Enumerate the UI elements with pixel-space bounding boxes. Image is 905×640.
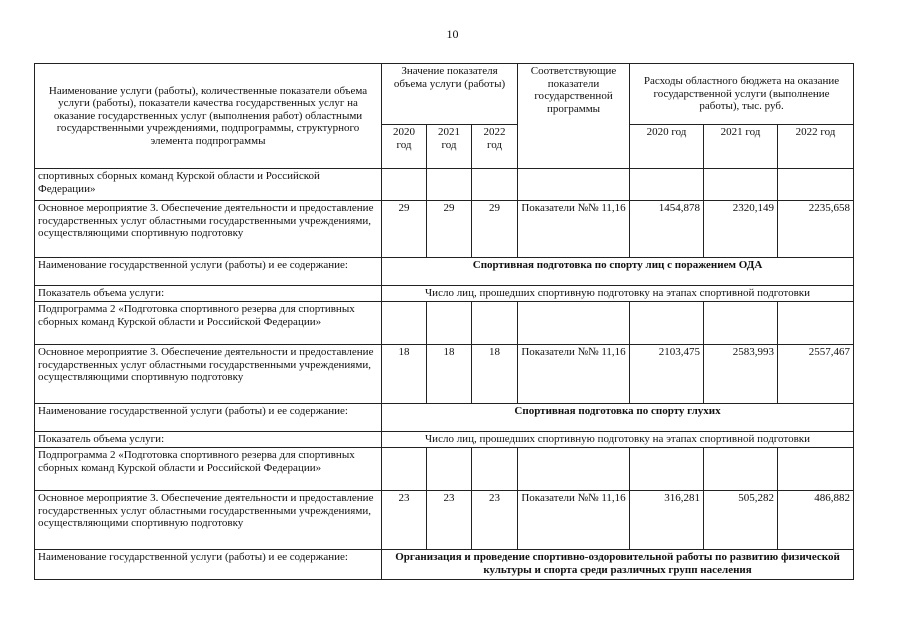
header-year-2022: 2022 год	[472, 125, 518, 169]
header-indicators-cell: Соответствующие показатели государственной программы	[518, 64, 630, 169]
row-name: Показатель объема услуги:	[35, 286, 382, 302]
row-name: Показатель объема услуги:	[35, 432, 382, 448]
row-name: Наименование государственной услуги (работы) и ее содержание:	[35, 550, 382, 580]
row-name: Наименование государственной услуги (работы) и ее содержание:	[35, 404, 382, 432]
expense-2022: 2235,658	[778, 201, 854, 258]
row-name: Наименование государственной услуги (работы) и ее содержание:	[35, 258, 382, 286]
expense-2022: 486,882	[778, 491, 854, 550]
header-year-2020: 2020 год	[382, 125, 427, 169]
value-2021: 29	[427, 201, 472, 258]
table-row	[35, 201, 854, 258]
table-row	[35, 302, 854, 345]
row-name: спортивных сборных команд Курской области и Российской Федерации»	[35, 169, 382, 201]
table-row	[35, 491, 854, 550]
value-2020: 18	[382, 345, 427, 404]
row-name: Подпрограмма 2 «Подготовка спортивного резерва для спортивных сборных команд Курской области и Российской Федерации»	[35, 448, 382, 491]
indicators: Показатели №№ 11,16	[518, 201, 630, 258]
table-row	[35, 550, 854, 580]
header-exp-year-2020: 2020 год	[630, 125, 704, 169]
table-row	[35, 345, 854, 404]
value-2022: 18	[472, 345, 518, 404]
volume-indicator: Число лиц, прошедших спортивную подготовку на этапах спортивной подготовки	[382, 286, 854, 302]
header-expenses-cell: Расходы областного бюджета на оказание государственной услуги (выполнение работы), тыс. руб.	[630, 64, 854, 125]
service-name: Организация и проведение спортивно-оздоровительной работы по развитию физической культуры и спорта среди различных групп населения	[382, 550, 854, 580]
header-name-cell: Наименование услуги (работы), количественные показатели объема услуги (работы), показатели качества государственных услуг на оказание государственных услуг (выполнения работ) областными государственными учреждениями, подпрограммы, структурного элемента подпрограммы	[35, 64, 382, 169]
header-row-1	[35, 64, 854, 125]
service-expenses-table	[34, 63, 854, 580]
header-value-cell: Значение показателя объема услуги (работы)	[382, 64, 518, 125]
row-name: Подпрограмма 2 «Подготовка спортивного резерва для спортивных сборных команд Курской области и Российской Федерации»	[35, 302, 382, 345]
row-name: Основное мероприятие 3. Обеспечение деятельности и предоставление государственных услуг областными государственными учреждениями, осуществляющими спортивную подготовку	[35, 345, 382, 404]
value-2020: 23	[382, 491, 427, 550]
volume-indicator: Число лиц, прошедших спортивную подготовку на этапах спортивной подготовки	[382, 432, 854, 448]
indicators: Показатели №№ 11,16	[518, 491, 630, 550]
value-2022: 23	[472, 491, 518, 550]
row-name: Основное мероприятие 3. Обеспечение деятельности и предоставление государственных услуг областными государственными учреждениями, осуществляющими спортивную подготовку	[35, 201, 382, 258]
value-2021: 18	[427, 345, 472, 404]
indicators: Показатели №№ 11,16	[518, 345, 630, 404]
table-row	[35, 432, 854, 448]
value-2022: 29	[472, 201, 518, 258]
table-row	[35, 169, 854, 201]
header-exp-year-2022: 2022 год	[778, 125, 854, 169]
header-year-2021: 2021 год	[427, 125, 472, 169]
expense-2021: 2320,149	[704, 201, 778, 258]
page-number: 10	[446, 27, 459, 41]
expense-2020: 1454,878	[630, 201, 704, 258]
header-exp-year-2021: 2021 год	[704, 125, 778, 169]
expense-2020: 2103,475	[630, 345, 704, 404]
value-2021: 23	[427, 491, 472, 550]
expense-2021: 505,282	[704, 491, 778, 550]
table-row	[35, 404, 854, 432]
expense-2020: 316,281	[630, 491, 704, 550]
expense-2021: 2583,993	[704, 345, 778, 404]
row-name: Основное мероприятие 3. Обеспечение деятельности и предоставление государственных услуг областными государственными учреждениями, осуществляющими спортивную подготовку	[35, 491, 382, 550]
table-row	[35, 258, 854, 286]
table-row	[35, 448, 854, 491]
service-name: Спортивная подготовка по спорту лиц с поражением ОДА	[382, 258, 854, 286]
service-name: Спортивная подготовка по спорту глухих	[382, 404, 854, 432]
value-2020: 29	[382, 201, 427, 258]
expense-2022: 2557,467	[778, 345, 854, 404]
table-row	[35, 286, 854, 302]
